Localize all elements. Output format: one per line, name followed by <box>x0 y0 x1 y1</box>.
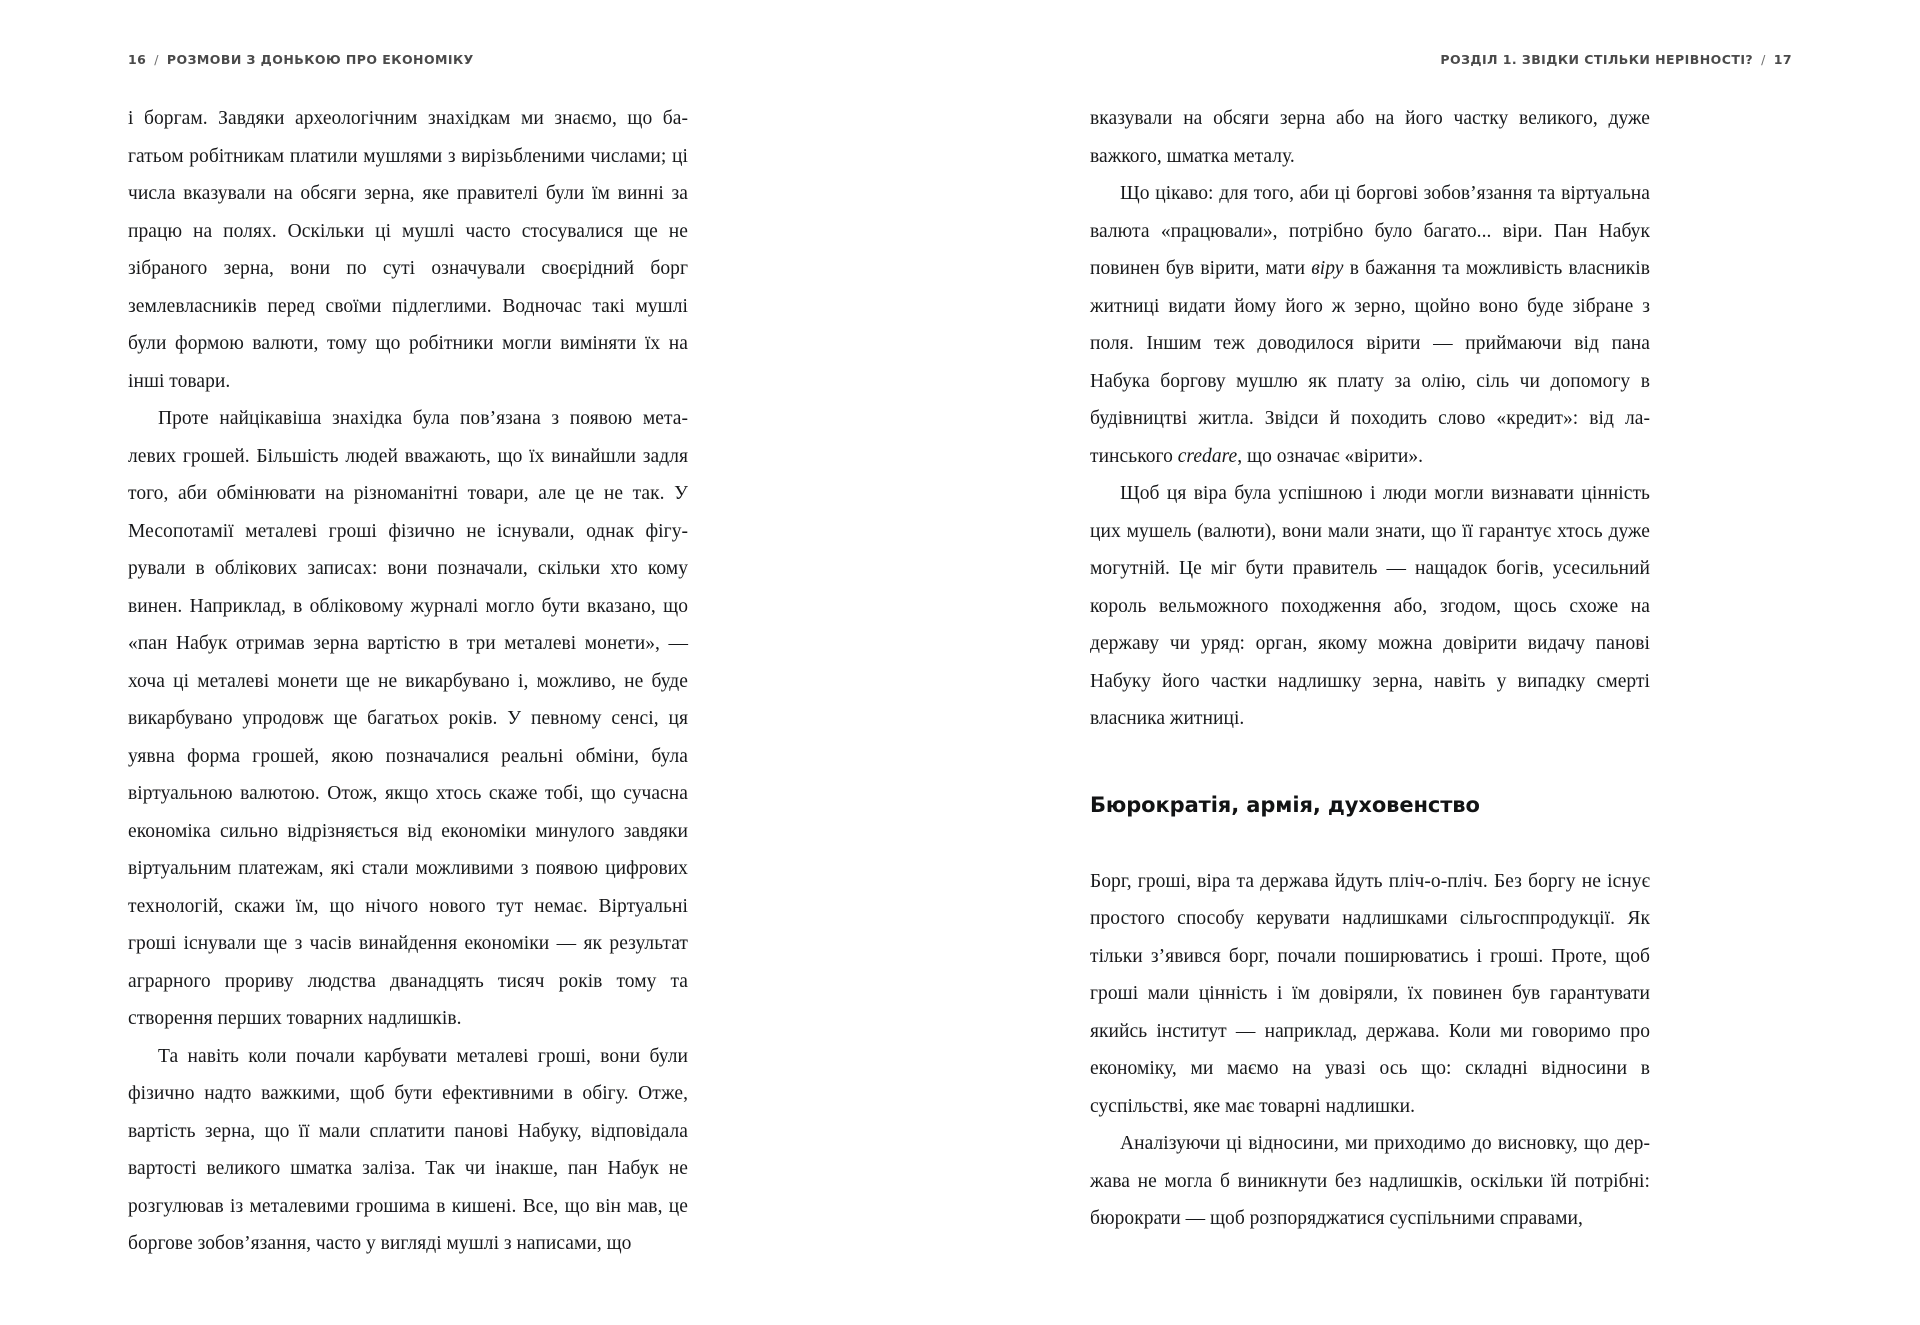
paragraph: Щоб ця віра була успішною і люди могли визнавати цінність цих мушель (валюти), вони мали знати, що її гарантує хтось дуже могутній. Це міг бути правитель — нащадок богів, усесильний король вельможного походження або, згодом, щось схоже на державу чи уряд: орган, якому можна довірити видачу панові Набуку його частки надлишку зерна, навіть у випадку смерті власника житниці. <box>1090 483 1650 729</box>
chapter-title: РОЗДІЛ 1. ЗВІДКИ СТІЛЬКИ НЕРІВНОСТІ? <box>1440 52 1754 67</box>
paragraph: Та навіть коли почали карбувати металеві гроші, вони були фізично надто важкими, щоб бути ефективними в обігу. Отже, вартість зерна, що її мали сплатити панові Набуку, відповідала вартості великого шматка заліза. Так чи інакше, пан Набук не розгулював із металевими грошима в кишені. Все, що він мав, це боргове зобов’язання, часто у вигляді мушлі з написами, що <box>128 1045 688 1254</box>
paragraph-with-italics: Що цікаво: для того, аби ці боргові зобов’язання та віртуальна валюта «працювали», потрібно було багато... віри. Пан Набук повинен був вірити, мати віру в бажання та можливість власників житниці видати йому його ж зерно, щойно воно буде зібране з поля. Іншим теж доводилося вірити — приймаючи від пана Набука боргову мушлю як плату за олію, сіль чи допомогу в будівництві житла. Звідси й походить слово «кредит»: від латинського credare, що означає «вірити». <box>1090 183 1650 467</box>
page-recto <box>1090 100 1650 1238</box>
folio-verso: 16 <box>128 52 147 67</box>
running-head-separator-left: / <box>154 52 159 67</box>
book-title: РОЗМОВИ З ДОНЬКОЮ ПРО ЕКОНОМІКУ <box>166 52 474 67</box>
section-heading: Бюрократія, армія, духовенство <box>1090 792 1480 817</box>
section-heading-block <box>1090 790 1650 820</box>
running-head-separator-right: / <box>1761 52 1766 67</box>
page-verso <box>128 100 688 1263</box>
paragraph: Аналізуючи ці відносини, ми приходимо до висновку, що держава не могла б виникнути без надлишків, оскільки їй потрібні: бюрократи — щоб розпоряджатися суспільними справами, <box>1090 1133 1650 1229</box>
paragraph: Проте найцікавіша знахідка була пов’язана з появою металевих грошей. Більшість людей вважають, що їх винайшли задля того, аби обмінювати на різноманітні товари, але це не так. У Месопотамії металеві гроші фізично не існували, однак фігурували в облікових записах: вони позначали, скільки хто кому винен. Наприклад, в обліковому журналі могло бути вказано, що «пан Набук отримав зерна вартістю в три металеві монети», — хоча ці металеві монети ще не викарбувано і, можливо, не буде викарбувано упродовж ще багатьох років. У певному сенсі, ця уявна форма грошей, якою позначалися реальні обміни, була віртуальною валютою. Отож, якщо хтось скаже тобі, що сучасна економіка сильно відрізняється від економіки минулого завдяки віртуальним платежам, які стали можливими з появою цифрових технологій, скажи їм, що нічого нового тут немає. Віртуальні гроші існували ще з часів винайдення економіки — як результат аграрного прориву людства дванадцять тисяч років тому та створення перших товарних надлишків. <box>128 408 688 1029</box>
running-head-recto <box>1440 52 1792 67</box>
paragraph: вказували на обсяги зерна або на його частку великого, дуже важкого, шматка металу. <box>1090 108 1650 167</box>
folio-recto: 17 <box>1773 52 1792 67</box>
running-head-verso <box>128 52 474 67</box>
paragraph: Борг, гроші, віра та держава йдуть пліч-о-пліч. Без боргу не існує простого способу керувати надлишками сільгосппродукції. Як тільки з’явився борг, почали поширюватись і гроші. Проте, щоб гроші мали цінність і їм довіряли, їх повинен був гарантувати якийсь інститут — наприклад, держава. Коли ми говоримо про економіку, ми маємо на увазі ось що: складні відносини в суспільстві, яке має товарні надлишки. <box>1090 870 1650 1117</box>
italic-term: віру <box>1311 258 1344 279</box>
paragraph: і боргам. Завдяки археологічним знахідкам ми знаємо, що багатьом робітникам платили мушлями з вирізьбленими числами; ці числа вказували на обсяги зерна, яке правителі були їм винні за працю на полях. Оскільки ці мушлі часто стосувалися ще не зібраного зерна, вони по суті означували своєрідний борг землевласників перед своїми підлеглими. Водночас такі мушлі були формою валюти, тому що робітники могли виміняти їх на інші товари. <box>128 108 688 392</box>
italic-term: credare <box>1177 445 1238 467</box>
